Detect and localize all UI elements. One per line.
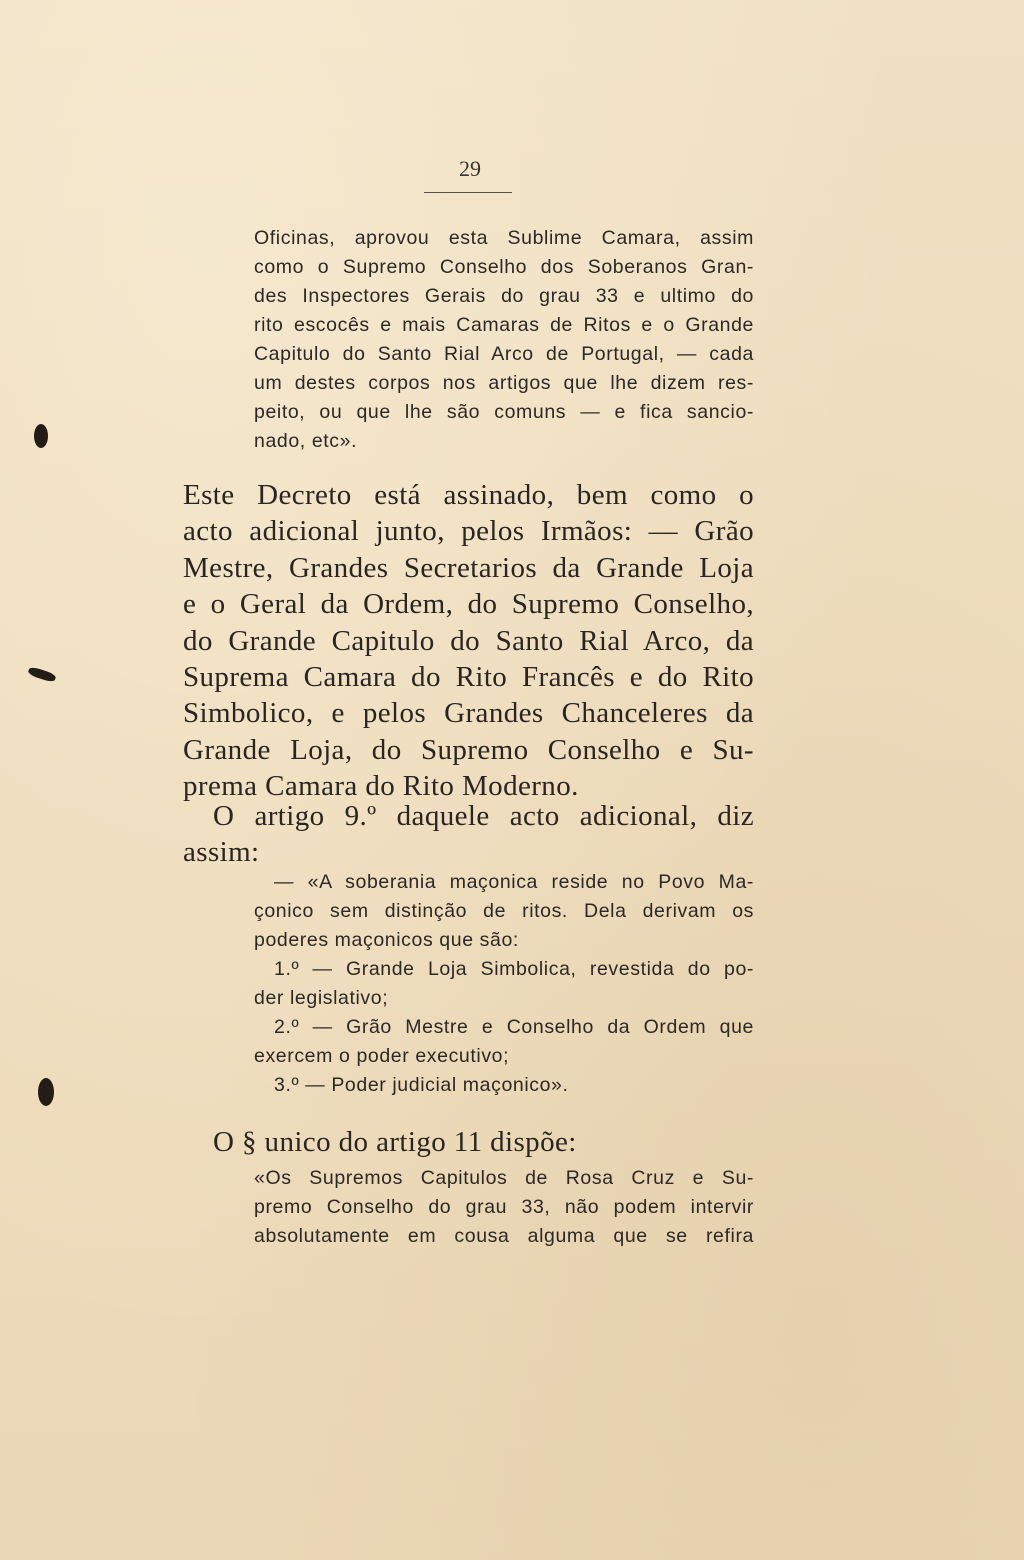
quote-article-11: [254, 1164, 754, 1251]
quote-continued: [254, 224, 754, 456]
paragraph-line: Grande Loja, do Supremo Conselho e Su-: [183, 733, 754, 766]
quote-line: nado, etc».: [254, 430, 358, 452]
paragraph-line: Suprema Camara do Rito Francês e do Rito: [183, 661, 754, 694]
quote-article-9: [254, 868, 754, 1100]
quote-line: — «A soberania maçonica reside no Povo Ma-: [274, 871, 754, 893]
quote-line: der legislativo;: [254, 987, 389, 1009]
quote-line: 2.º — Grão Mestre e Conselho da Ordem que: [274, 1016, 754, 1038]
paragraph-line: prema Camara do Rito Moderno.: [183, 770, 579, 803]
paragraph-article-9: [183, 798, 754, 871]
quote-line: Capitulo do Santo Rial Arco de Portugal, — cada: [254, 343, 754, 365]
quote-line: absolutamente em cousa alguma que se refira: [254, 1225, 754, 1247]
quote-line: rito escocês e mais Camaras de Ritos e o Grande: [254, 314, 754, 336]
margin-hole-2: [27, 666, 56, 683]
quote-line: como o Supremo Conselho dos Soberanos Gran-: [254, 256, 754, 278]
quote-line: 3.º — Poder judicial maçonico».: [274, 1074, 569, 1096]
paragraph-line: assim:: [183, 836, 260, 869]
paragraph-line: Este Decreto está assinado, bem como o: [183, 479, 754, 511]
quote-line: Oficinas, aprovou esta Sublime Camara, assim: [254, 227, 754, 249]
quote-line: «Os Supremos Capitulos de Rosa Cruz e Su-: [254, 1167, 754, 1189]
page-number-rule: [424, 192, 512, 193]
quote-line: premo Conselho do grau 33, não podem intervir: [254, 1196, 754, 1218]
paragraph-decree: [183, 477, 754, 805]
quote-line: poderes maçonicos que são:: [254, 929, 519, 951]
paragraph-line: O § unico do artigo 11 dispõe:: [213, 1126, 577, 1158]
paragraph-line: e o Geral da Ordem, do Supremo Conselho,: [183, 588, 754, 621]
paragraph-line: Simbolico, e pelos Grandes Chanceleres da: [183, 697, 754, 730]
quote-line: des Inspectores Gerais do grau 33 e ultimo do: [254, 285, 754, 307]
paragraph-line: O artigo 9.º daquele acto adicional, diz: [213, 800, 754, 832]
margin-hole-3: [38, 1078, 54, 1106]
paragraph-article-11: [213, 1124, 754, 1160]
paragraph-line: acto adicional junto, pelos Irmãos: — Grão: [183, 515, 754, 548]
quote-line: çonico sem distinção de ritos. Dela derivam os: [254, 900, 754, 922]
paragraph-line: do Grande Capitulo do Santo Rial Arco, da: [183, 624, 754, 657]
quote-line: exercem o poder executivo;: [254, 1045, 510, 1067]
paragraph-line: Mestre, Grandes Secretarios da Grande Loja: [183, 551, 754, 584]
quote-line: peito, ou que lhe são comuns — e fica sancio-: [254, 401, 754, 423]
quote-line: 1.º — Grande Loja Simbolica, revestida do po-: [274, 958, 754, 980]
margin-hole-1: [34, 424, 48, 448]
page-number: 29: [459, 156, 481, 181]
quote-line: um destes corpos nos artigos que lhe dizem res-: [254, 372, 754, 394]
